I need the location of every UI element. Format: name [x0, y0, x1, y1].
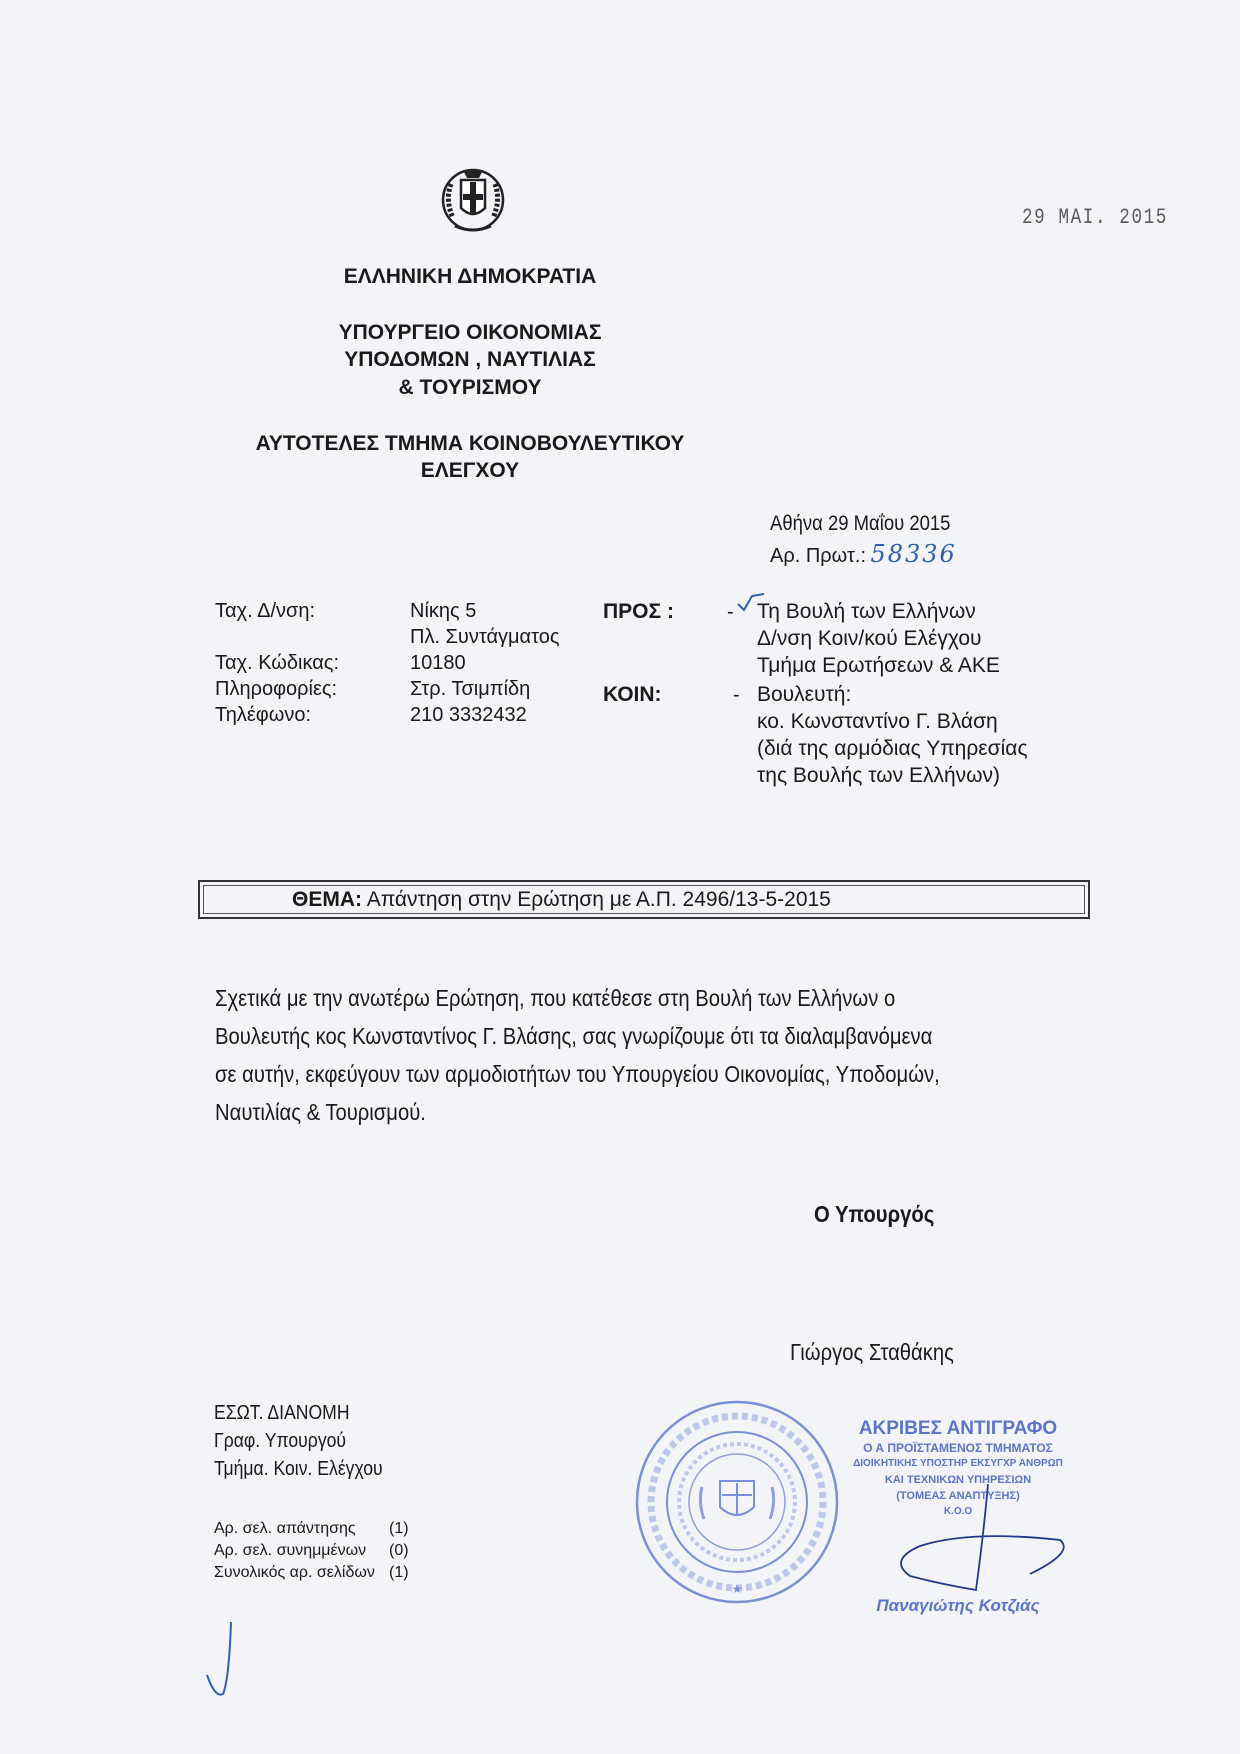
- distribution-item: Τμήμα. Κοιν. Ελέγχου: [214, 1458, 383, 1480]
- subject-box: [198, 880, 1090, 919]
- cc-line: κο. Κωνσταντίνο Γ. Βλάση: [757, 710, 998, 733]
- body-line: σε αυτήν, εκφεύγουν των αρμοδιοτήτων του Υπουργείου Οικονομίας, Υποδομών,: [215, 1061, 940, 1087]
- signature-title: Ο Υπουργός: [814, 1201, 935, 1227]
- to-line: Τμήμα Ερωτήσεων & ΑΚΕ: [757, 654, 1000, 677]
- protocol-line: [770, 540, 957, 569]
- stamp-signer: Παναγιώτης Κοτζιάς: [876, 1596, 1040, 1615]
- sender-label: Ταχ. Κώδικας:: [215, 652, 339, 674]
- sender-label: [215, 624, 410, 650]
- sender-value: 210 3332432: [410, 704, 527, 726]
- stamp-line: (ΤΟΜΕΑΣ ΑΝΑΠΤΥΞΗΣ): [896, 1490, 1020, 1502]
- body-line: Σχετικά με την ανωτέρω Ερώτηση, που κατέθεσε στη Βουλή των Ελλήνων ο: [215, 985, 896, 1011]
- stamp-line: ΚΑΙ ΤΕΧΝΙΚΩΝ ΥΠΗΡΕΣΙΩΝ: [884, 1474, 1032, 1486]
- page-count-value: (0): [389, 1542, 409, 1559]
- received-date-stamp: 29 ΜΑΙ. 2015: [1022, 205, 1168, 230]
- distribution-title: ΕΣΩΤ. ΔΙΑΝΟΜΗ: [214, 1402, 350, 1424]
- cc-list: [757, 681, 1028, 789]
- body-text: [215, 982, 1039, 1134]
- sender-label: Τηλέφωνο:: [215, 704, 312, 726]
- sender-info: [215, 598, 560, 728]
- cc-dash: -: [733, 684, 740, 706]
- ministry-seal-icon: [632, 1397, 842, 1612]
- cc-label: ΚΟΙΝ:: [603, 683, 662, 706]
- page-count-label: Αρ. σελ. συνημμένων: [214, 1542, 367, 1559]
- signature-scribble-icon: [880, 1480, 1080, 1615]
- stamp-line: Ο Α ΠΡΟΪΣΤΑΜΕΝΟΣ ΤΜΗΜΑΤΟΣ: [863, 1441, 1053, 1455]
- body-line: Ναυτιλίας & Τουρισμού.: [215, 1099, 426, 1125]
- to-list: [757, 598, 1000, 679]
- protocol-label: Αρ. Πρωτ.:: [770, 545, 866, 567]
- sender-value: 10180: [410, 652, 466, 674]
- sender-label: Ταχ. Δ/νση:: [215, 600, 316, 622]
- sender-value: Πλ. Συντάγματος: [410, 626, 560, 648]
- ministry-title: [300, 319, 640, 401]
- stamp-line: ΔΙΟΙΚΗΤΙΚΗΣ ΥΠΟΣΤΗΡ ΕΚΣΥΓΧΡ ΑΝΘΡΩΠ: [853, 1458, 1063, 1469]
- cc-line: Βουλευτή:: [757, 683, 852, 706]
- body-line: Βουλευτής κος Κωνσταντίνος Γ. Βλάσης, σας γνωρίζουμε ότι τα διαλαμβανόμενα: [215, 1023, 933, 1049]
- sender-value: Νίκης 5: [410, 600, 477, 622]
- signatory-name: Γιώργος Σταθάκης: [790, 1339, 954, 1365]
- sender-label: Πληροφορίες:: [215, 678, 338, 700]
- place-date: Αθήνα 29 Μαΐου 2015: [770, 512, 951, 535]
- coat-of-arms-icon: [437, 162, 509, 238]
- ministry-line-3: & ΤΟΥΡΙΣΜΟΥ: [398, 375, 542, 399]
- department-title: [210, 430, 730, 485]
- country-name: ΕΛΛΗΝΙΚΗ ΔΗΜΟΚΡΑΤΙΑ: [343, 265, 597, 288]
- subject-text: Απάντηση στην Ερώτηση με Α.Π. 2496/13-5-2015: [366, 888, 831, 911]
- to-line: Τη Βουλή των Ελλήνων: [757, 600, 976, 623]
- sender-value: Στρ. Τσιμπίδη: [410, 678, 531, 700]
- stamp-line: Κ.Ο.Ο: [943, 1506, 973, 1517]
- department-line-2: ΕΛΕΓΧΟΥ: [420, 459, 520, 483]
- protocol-number: 58336: [870, 540, 957, 568]
- stamp-line: ΑΚΡΙΒΕΣ ΑΝΤΙΓΡΑΦΟ: [858, 1418, 1058, 1439]
- handwritten-tick-icon: [205, 1620, 245, 1705]
- to-label: ΠΡΟΣ :: [603, 600, 674, 623]
- page-count-label: Συνολικός αρ. σελίδων: [214, 1564, 375, 1581]
- page-count-label: Αρ. σελ. απάντησης: [214, 1520, 356, 1537]
- page-count-value: (1): [389, 1564, 409, 1581]
- to-line: Δ/νση Κοιν/κού Ελέγχου: [757, 627, 982, 650]
- distribution-item: Γραφ. Υπουργού: [214, 1430, 347, 1452]
- page-count-value: (1): [389, 1520, 409, 1537]
- check-mark-icon: [736, 592, 766, 617]
- internal-distribution: [214, 1400, 406, 1484]
- ministry-line-1: ΥΠΟΥΡΓΕΙΟ ΟΙΚΟΝΟΜΙΑΣ: [338, 321, 602, 344]
- cc-line: της Βουλής των Ελλήνων): [757, 764, 1001, 787]
- svg-text:★: ★: [731, 1582, 743, 1596]
- ministry-line-2: ΥΠΟΔΟΜΩΝ , ΝΑΥΤΙΛΙΑΣ: [344, 348, 596, 372]
- page-counts: [214, 1520, 409, 1586]
- department-line-1: ΑΥΤΟΤΕΛΕΣ ΤΜΗΜΑ ΚΟΙΝΟΒΟΥΛΕΥΤΙΚΟΥ: [255, 432, 685, 455]
- cc-line: (διά της αρμόδιας Υπηρεσίας: [757, 737, 1028, 760]
- subject-label: ΘΕΜΑ:: [292, 888, 362, 911]
- to-dash: -: [727, 601, 734, 623]
